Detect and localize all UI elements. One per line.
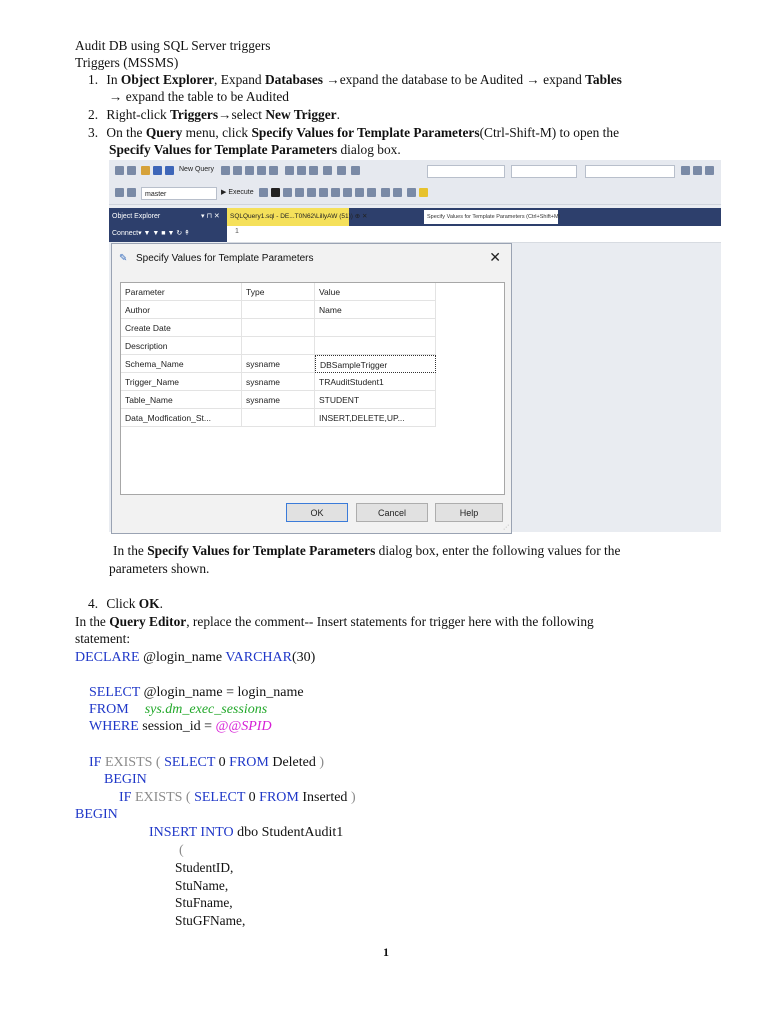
table-row-param: Trigger_Name: [121, 373, 242, 391]
code-paren: (: [182, 790, 195, 805]
table-row-param: Author: [121, 301, 242, 319]
ssms-screenshot: [109, 160, 721, 532]
step-3-text-e: (Ctrl-Shift-M) to open the: [479, 125, 620, 140]
editor-instruction-cont: statement:: [75, 631, 131, 646]
undo-icon[interactable]: [323, 166, 332, 175]
table-row-param: Create Date: [121, 319, 242, 337]
table-row-type: sysname: [242, 373, 315, 391]
code-gray: EXISTS: [101, 755, 153, 770]
doc-title: Audit DB using SQL Server triggers: [75, 38, 271, 53]
dialog-instruction-b: Specify Values for Template Parameters: [147, 543, 376, 558]
tab-sqlquery1[interactable]: SQLQuery1.sql - DE...T0N62\LillyAW (51)) ⊕ ✕: [227, 208, 349, 226]
table-row-type: [242, 319, 315, 337]
find-combo[interactable]: [585, 165, 675, 178]
resize-grip-icon[interactable]: ⋰: [503, 525, 509, 531]
code-keyword: SELECT: [89, 685, 141, 700]
dialog-instruction-c: dialog box, enter the following values for the: [375, 543, 621, 558]
code-text: dbo StudentAudit1: [233, 825, 344, 840]
table-row-param: Schema_Name: [121, 355, 242, 373]
step-3-text-c: menu, click: [182, 125, 252, 140]
table-row-type: sysname: [242, 355, 315, 373]
table-row-value[interactable]: STUDENT: [315, 391, 436, 409]
parameters-grid: [120, 282, 505, 495]
code-keyword: INSERT INTO: [149, 825, 234, 840]
new-query-button[interactable]: New Query: [179, 166, 215, 173]
code-line-col: StuName,: [175, 878, 229, 893]
tool-icon[interactable]: [295, 188, 304, 197]
table-row-param: Data_Modfication_St...: [121, 409, 242, 427]
code-paren: (: [152, 755, 165, 770]
help-button[interactable]: Help: [435, 503, 503, 522]
header-value: Value: [315, 283, 436, 301]
open-icon[interactable]: [141, 166, 150, 175]
tool-icon[interactable]: [245, 166, 254, 175]
tool-icon[interactable]: [367, 188, 376, 197]
header-parameter: Parameter: [121, 283, 242, 301]
code-keyword: SELECT: [194, 790, 246, 805]
query-editor[interactable]: [227, 226, 721, 243]
step-3-text-a: On the: [106, 125, 146, 140]
code-keyword: SELECT: [164, 755, 216, 770]
editor-instruction-c: , replace the comment-- Insert statements for trigger here with the following: [186, 614, 594, 629]
toolbar-sql: [109, 183, 721, 205]
tool-icon[interactable]: [343, 188, 352, 197]
cancel-button[interactable]: Cancel: [356, 503, 428, 522]
table-row-value[interactable]: INSERT,DELETE,UP...: [315, 409, 436, 427]
code-keyword: FROM: [89, 702, 129, 717]
step-1-text-c: , Expand: [214, 72, 265, 87]
dialog-instruction: [113, 542, 620, 559]
code-keyword: BEGIN: [75, 807, 118, 822]
step-3-specify-values-2: Specify Values for Template Parameters: [109, 142, 338, 157]
parse-icon[interactable]: [271, 188, 280, 197]
table-row-param: Table_Name: [121, 391, 242, 409]
code-system-variable: @@SPID: [215, 719, 272, 734]
code-keyword: IF: [89, 755, 102, 770]
tool-icon[interactable]: [283, 188, 292, 197]
tool-icon[interactable]: [351, 166, 360, 175]
table-row-type: [242, 409, 315, 427]
dialog-title: Specify Values for Template Parameters: [136, 253, 314, 264]
table-row-type: sysname: [242, 391, 315, 409]
code-line-if-inserted: [119, 789, 356, 806]
tool-icon[interactable]: [331, 188, 340, 197]
tool-icon[interactable]: [307, 188, 316, 197]
tool-icon[interactable]: [269, 166, 278, 175]
step-1-databases: Databases: [264, 72, 323, 87]
code-text: (30): [291, 650, 316, 665]
step-3: [88, 124, 619, 141]
ok-button[interactable]: OK: [286, 503, 348, 522]
doc-subtitle: Triggers (MSSMS): [75, 55, 179, 70]
step-3-cont: [109, 141, 401, 158]
object-explorer-pin-close[interactable]: ▾ ⊓ ✕: [201, 213, 220, 220]
code-keyword: DECLARE: [75, 650, 140, 665]
header-type: Type: [242, 283, 315, 301]
step-1-object-explorer: Object Explorer: [120, 72, 215, 87]
step-3-number: 3.: [88, 125, 99, 140]
tool-icon[interactable]: [319, 188, 328, 197]
step-1-cont: → expand the table to be Audited: [109, 89, 289, 104]
table-row-value[interactable]: [315, 319, 436, 337]
step-3-query: Query: [145, 125, 183, 140]
step-2-text-e: .: [336, 107, 340, 122]
dialog-app-icon: ✎: [119, 253, 128, 264]
step-3-text-g: dialog box.: [337, 142, 401, 157]
code-line-col: StuFname,: [175, 895, 233, 910]
code-text: 0: [215, 755, 230, 770]
specify-values-icon[interactable]: [419, 188, 428, 197]
code-function: sys.dm_exec_sessions: [144, 702, 268, 717]
dialog-instruction-a: In the: [113, 543, 148, 558]
toolbar-main: [109, 160, 721, 184]
filter-icon[interactable]: [127, 188, 136, 197]
tool-icon[interactable]: [381, 188, 390, 197]
back-icon[interactable]: [115, 166, 124, 175]
table-row-param: Description: [121, 337, 242, 355]
execute-label: Execute: [228, 189, 254, 196]
table-row-value[interactable]: Name: [315, 301, 436, 319]
step-4-number: 4.: [88, 596, 99, 611]
specify-values-tooltip: Specify Values for Template Parameters (Ctrl+Shift+M): [424, 210, 558, 224]
code-line-insert: [149, 824, 343, 841]
page-number: 1: [383, 945, 389, 959]
table-row-type: [242, 301, 315, 319]
table-row-value-selected[interactable]: DBSampleTrigger: [315, 355, 436, 373]
stop-icon[interactable]: [259, 188, 268, 197]
tool-icon[interactable]: [355, 188, 364, 197]
editor-instruction: [75, 613, 594, 630]
step-1-text-e: →expand the database to be Audited → expand: [323, 72, 586, 87]
code-line-declare: [75, 649, 315, 666]
code-paren: ): [319, 755, 325, 770]
code-line-if-deleted: [89, 754, 324, 771]
step-1-tables: Tables: [585, 72, 622, 87]
step-2: [88, 106, 340, 123]
code-keyword: WHERE: [89, 719, 139, 734]
table-row-type: [242, 337, 315, 355]
code-line-select: [89, 684, 304, 701]
code-keyword: FROM: [229, 755, 269, 770]
specify-values-dialog: [111, 243, 512, 534]
forward-icon[interactable]: [127, 166, 136, 175]
code-text: @login_name = login_name: [140, 685, 304, 700]
step-4-text-c: .: [159, 596, 163, 611]
object-explorer-connect[interactable]: Connect▾ ▼ ▼ ■ ▼ ↻ ↟: [109, 226, 227, 242]
step-1-text-a: In: [106, 72, 121, 87]
table-row-value[interactable]: TRAuditStudent1: [315, 373, 436, 391]
code-keyword: FROM: [259, 790, 299, 805]
code-text: session_id =: [138, 719, 216, 734]
code-gray: EXISTS: [131, 790, 183, 805]
tool-icon[interactable]: [221, 166, 230, 175]
step-3-specify-values: Specify Values for Template Parameters: [251, 125, 480, 140]
code-line-col: StudentID,: [175, 860, 234, 875]
code-line-where: [89, 718, 272, 735]
database-combo[interactable]: master: [141, 187, 217, 200]
document-tabbar: [109, 208, 721, 226]
solution-config-combo[interactable]: [427, 165, 505, 178]
copy-icon[interactable]: [297, 166, 306, 175]
tool-icon[interactable]: [257, 166, 266, 175]
step-4-text-a: Click: [106, 596, 139, 611]
step-1: [88, 71, 622, 88]
code-line-open-paren: (: [179, 843, 184, 858]
tool-icon[interactable]: [681, 166, 690, 175]
code-text: Deleted: [268, 755, 320, 770]
code-line-from: [89, 701, 267, 718]
code-line-col: StuGFName,: [175, 913, 246, 928]
cut-icon[interactable]: [285, 166, 294, 175]
code-line-begin-2: [75, 806, 118, 823]
code-text: @login_name: [139, 650, 226, 665]
step-1-number: 1.: [88, 72, 99, 87]
code-line-begin-1: [104, 771, 147, 788]
step-2-text-c: →select: [218, 107, 266, 122]
code-paren: ): [350, 790, 356, 805]
dialog-instruction-cont: parameters shown.: [109, 561, 210, 576]
step-2-triggers: Triggers: [170, 107, 219, 122]
step-4-ok: OK: [138, 596, 160, 611]
object-explorer-title: Object Explorer: [112, 213, 161, 220]
execute-button[interactable]: ▶ Execute: [221, 189, 254, 196]
code-text: 0: [245, 790, 260, 805]
step-2-number: 2.: [88, 107, 99, 122]
line-number: 1: [235, 228, 239, 235]
step-2-new-trigger: New Trigger: [265, 107, 337, 122]
paste-icon[interactable]: [309, 166, 318, 175]
save-icon[interactable]: [153, 166, 162, 175]
code-keyword: BEGIN: [104, 772, 147, 787]
code-keyword: IF: [119, 790, 132, 805]
tool-icon[interactable]: [233, 166, 242, 175]
tool-icon[interactable]: [393, 188, 402, 197]
tool-icon[interactable]: [705, 166, 714, 175]
tool-icon[interactable]: [693, 166, 702, 175]
tool-icon[interactable]: [407, 188, 416, 197]
close-icon[interactable]: ✕: [489, 249, 501, 265]
code-text: Inserted: [298, 790, 351, 805]
redo-icon[interactable]: [337, 166, 346, 175]
save-all-icon[interactable]: [165, 166, 174, 175]
connect-icon[interactable]: [115, 188, 124, 197]
table-row-value[interactable]: [315, 337, 436, 355]
editor-instruction-b: Query Editor: [109, 614, 187, 629]
code-keyword: VARCHAR: [225, 650, 292, 665]
editor-instruction-a: In the: [75, 614, 110, 629]
step-4: [88, 595, 163, 612]
platform-combo[interactable]: [511, 165, 577, 178]
step-2-text-a: Right-click: [106, 107, 170, 122]
